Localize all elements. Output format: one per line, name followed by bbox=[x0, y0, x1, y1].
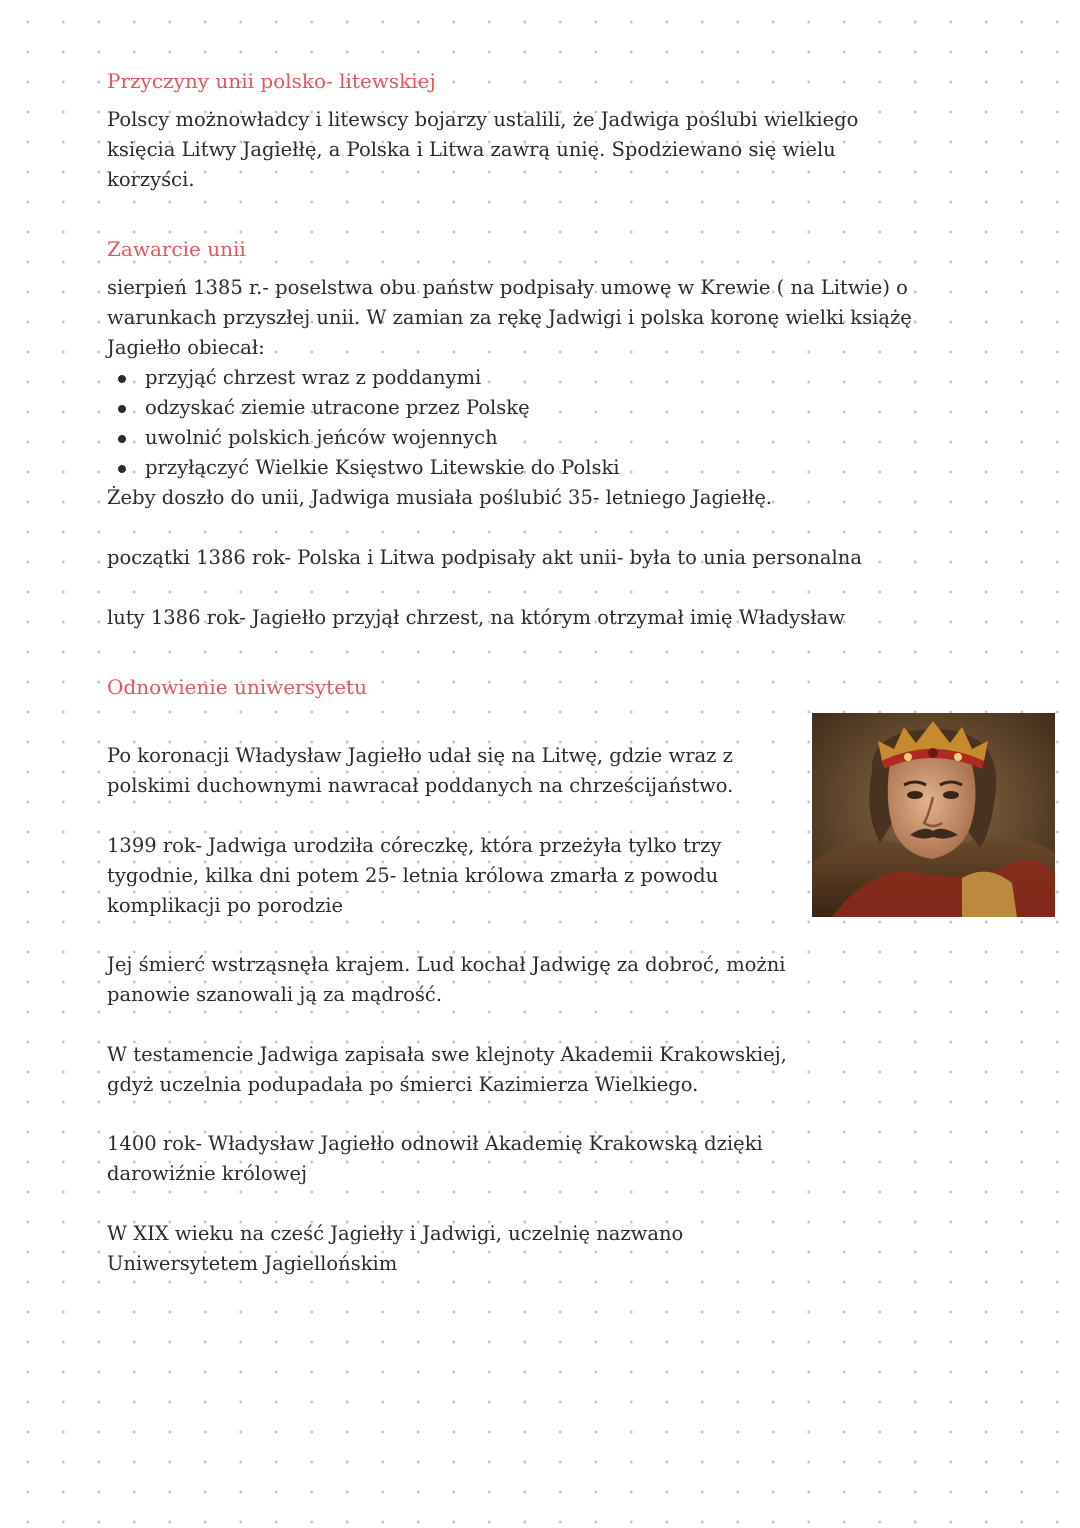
text-line: korzyści. bbox=[107, 168, 195, 191]
text-line: 1399 rok- Jadwiga urodziła córeczkę, która przeżyła tylko trzy bbox=[107, 834, 722, 857]
text-line: początki 1386 rok- Polska i Litwa podpisały akt unii- była to unia personalna bbox=[107, 546, 862, 569]
text-line: Żeby doszło do unii, Jadwiga musiała poślubić 35- letniego Jagiełłę. bbox=[107, 486, 773, 509]
heading-university: Odnowienie uniwersytetu bbox=[107, 675, 367, 699]
text-line: warunkach przyszłej unii. W zamian za rękę Jadwigi i polska koronę wielki książę bbox=[107, 306, 912, 329]
heading-causes: Przyczyny unii polsko- litewskiej bbox=[107, 69, 436, 93]
text-line: W testamencie Jadwiga zapisała swe klejnoty Akademii Krakowskiej, bbox=[107, 1043, 787, 1066]
paragraph-baptism bbox=[107, 603, 845, 633]
text-line: Jej śmierć wstrząsnęła krajem. Lud kochał Jadwigę za dobroć, możni bbox=[107, 953, 786, 976]
paragraph-renewal bbox=[107, 1129, 763, 1189]
text-line: W XIX wieku na cześć Jagiełły i Jadwigi, uczelnię nazwano bbox=[107, 1222, 684, 1245]
paragraph-union-intro bbox=[107, 273, 912, 363]
text-line: Jagiełło obiecał: bbox=[107, 336, 265, 359]
text-line: Uniwersytetem Jagiellońskim bbox=[107, 1252, 398, 1275]
paragraph-union-act bbox=[107, 543, 862, 573]
bullet-icon bbox=[118, 375, 126, 383]
text-line: 1400 rok- Władysław Jagiełło odnowił Akademię Krakowską dzięki bbox=[107, 1132, 763, 1155]
paragraph-naming bbox=[107, 1219, 683, 1279]
list-item bbox=[107, 393, 620, 423]
text-line: polskimi duchownymi nawracał poddanych na chrześcijaństwo. bbox=[107, 774, 734, 797]
text-line: luty 1386 rok- Jagiełło przyjął chrzest, na którym otrzymał imię Władysław bbox=[107, 606, 845, 629]
text-line: panowie szanowali ją za mądrość. bbox=[107, 983, 443, 1006]
text-line: darowiźnie królowej bbox=[107, 1162, 308, 1185]
list-item-text: przyłączyć Wielkie Księstwo Litewskie do Polski bbox=[145, 456, 620, 479]
text-line: księcia Litwy Jagiełłę, a Polska i Litwa zawrą unię. Spodziewano się wielu bbox=[107, 138, 836, 161]
list-item bbox=[107, 423, 620, 453]
paragraph-marriage bbox=[107, 483, 772, 513]
bullet-icon bbox=[118, 435, 126, 443]
heading-union: Zawarcie unii bbox=[107, 237, 246, 261]
text-line: komplikacji po porodzie bbox=[107, 894, 344, 917]
text-line: Po koronacji Władysław Jagiełło udał się na Litwę, gdzie wraz z bbox=[107, 744, 733, 767]
paragraph-death bbox=[107, 950, 786, 1010]
text-line: tygodnie, kilka dni potem 25- letnia królowa zmarła z powodu bbox=[107, 864, 719, 887]
promises-list bbox=[107, 363, 620, 483]
text-line: Polscy możnowładcy i litewscy bojarzy ustalili, że Jadwiga poślubi wielkiego bbox=[107, 108, 859, 131]
list-item-text: odzyskać ziemie utracone przez Polskę bbox=[145, 396, 530, 419]
list-item-text: uwolnić polskich jeńców wojennych bbox=[145, 426, 498, 449]
paragraph-coronation bbox=[107, 741, 733, 801]
list-item bbox=[107, 363, 620, 393]
bullet-icon bbox=[118, 465, 126, 473]
portrait-image bbox=[812, 713, 1055, 917]
bullet-icon bbox=[118, 405, 126, 413]
list-item-text: przyjąć chrzest wraz z poddanymi bbox=[145, 366, 482, 389]
text-line: gdyż uczelnia podupadała po śmierci Kazimierza Wielkiego. bbox=[107, 1073, 699, 1096]
text-line: sierpień 1385 r.- poselstwa obu państw podpisały umowę w Krewie ( na Litwie) o bbox=[107, 276, 908, 299]
list-item bbox=[107, 453, 620, 483]
paragraph-causes bbox=[107, 105, 858, 195]
paragraph-daughter bbox=[107, 831, 721, 921]
paragraph-testament bbox=[107, 1040, 787, 1100]
